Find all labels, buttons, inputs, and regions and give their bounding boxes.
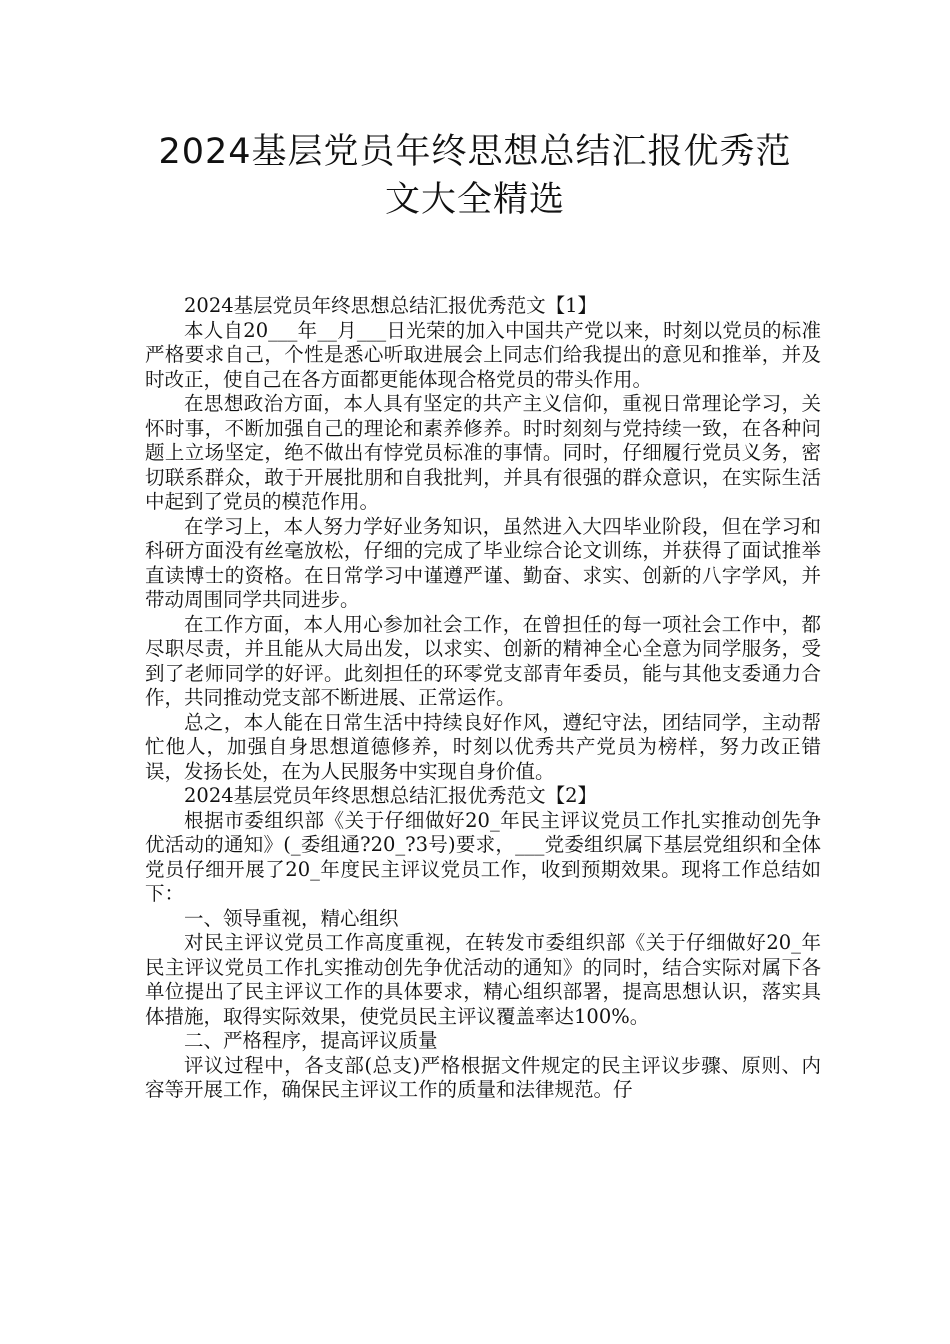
paragraph: 评议过程中，各支部(总支)严格根据文件规定的民主评议步骤、原则、内容等开展工作，确保民主评议工作的质量和法律规范。仔 (145, 1053, 821, 1101)
document-title (100, 128, 850, 224)
paragraph: 本人自20___年__月___日光荣的加入中国共产党以来，时刻以党员的标准严格要求自己，个性是悉心听取进展会上同志们给我提出的意见和推举，并及时改正，使自己在各方面都更能体现合格党员的带头作用。 (145, 318, 821, 391)
subheading: 一、领导重视，精心组织 (184, 906, 399, 930)
paragraph: 对民主评议党员工作高度重视，在转发市委组织部《关于仔细做好20_年民主评议党员工作扎实推动创先争优活动的通知》的同时，结合实际对属下各单位提出了民主评议工作的具体要求，精心组织部署，提高思想认识，落实具体措施，取得实际效果，使党员民主评议覆盖率达100%。 (145, 931, 821, 1028)
title-line-2: 文大全精选 (384, 180, 565, 220)
paragraph: 根据市委组织部《关于仔细做好20_年民主评议党员工作扎实推动创先争优活动的通知》(_委组通?20_?3号)要求，___党委组织属下基层党组织和全体党员仔细开展了20_年度民主评议党员工作，收到预期效果。现将工作总结如下： (145, 808, 821, 905)
section-heading-2: 2024基层党员年终思想总结汇报优秀范文【2】 (184, 784, 598, 807)
paragraph: 在学习上，本人努力学好业务知识，虽然进入大四毕业阶段，但在学习和科研方面没有丝毫放松，仔细的完成了毕业综合论文训练，并获得了面试推举直读博士的资格。在日常学习中谨遵严谨、勤奋、求实、创新的八字学风，并带动周围同学共同进步。 (145, 514, 821, 611)
section-heading-1: 2024基层党员年终思想总结汇报优秀范文【1】 (184, 294, 598, 317)
paragraph: 总之，本人能在日常生活中持续良好作风，遵纪守法，团结同学，主动帮忙他人，加强自身思想道德修养，时刻以优秀共产党员为榜样，努力改正错误，发扬长处，在为人民服务中实现自身价值。 (145, 710, 821, 783)
title-line-1: 2024基层党员年终思想总结汇报优秀范 (158, 132, 792, 172)
paragraph: 在思想政治方面，本人具有坚定的共产主义信仰，重视日常理论学习，关怀时事，不断加强自己的理论和素养修养。时时刻刻与党持续一致，在各种问题上立场坚定，绝不做出有悖党员标准的事情。同时，仔细履行党员义务，密切联系群众，敢于开展批朋和自我批判，并具有很强的群众意识，在实际生活中起到了党员的模范作用。 (145, 392, 821, 513)
document-body (145, 294, 821, 1103)
subheading: 二、严格程序，提高评议质量 (184, 1029, 438, 1052)
paragraph: 在工作方面，本人用心参加社会工作，在曾担任的每一项社会工作中，都尽职尽责，并且能从大局出发，以求实、创新的精神全心全意为同学服务，受到了老师同学的好评。此刻担任的环零党支部青年委员，能与其他支委通力合作，共同推动党支部不断进展、正常运作。 (145, 612, 821, 709)
